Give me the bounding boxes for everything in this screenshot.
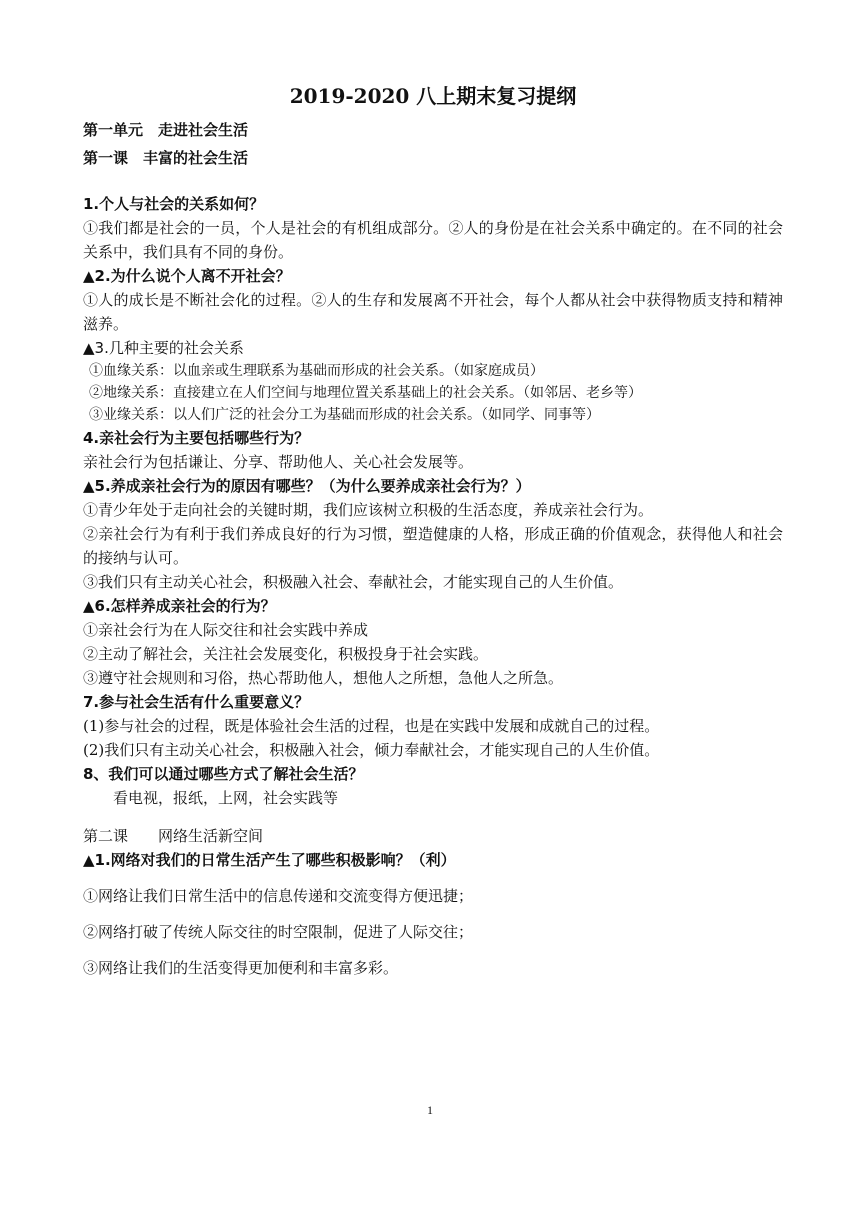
question-2: ▲2.为什么说个人离不开社会？ — [83, 267, 291, 285]
question-5: ▲5.养成亲社会行为的原因有哪些？（为什么要养成亲社会行为？） — [83, 477, 531, 495]
answer-4: 亲社会行为包括谦让、分享、帮助他人、关心社会发展等。 — [83, 453, 474, 471]
page-number: 1 — [427, 1103, 433, 1117]
answer-item: ①亲社会行为在人际交往和社会实践中养成 — [83, 621, 369, 639]
answer-item: ②网络打破了传统人际交往的时空限制，促进了人际交往； — [83, 923, 474, 941]
answer-item: ②亲社会行为有利于我们养成良好的行为习惯，塑造健康的人格，形成正确的价值观念，获得他人和社会的接纳与认可。 — [83, 525, 783, 567]
answer-item: ②主动了解社会，关注社会发展变化，积极投身于社会实践。 — [83, 645, 489, 663]
answer-item: (1)参与社会的过程，既是体验社会生活的过程，也是在实践中发展和成就自己的过程。 — [83, 717, 660, 735]
answer-8: 看电视，报纸，上网，社会实践等 — [113, 789, 339, 807]
question-6: ▲6.怎样养成亲社会的行为？ — [83, 597, 276, 615]
lesson2-question-1: ▲1.网络对我们的日常生活产生了哪些积极影响？（利） — [83, 851, 456, 869]
question-1: 1.个人与社会的关系如何？ — [83, 195, 265, 213]
question-7: 7.参与社会生活有什么重要意义？ — [83, 693, 310, 711]
relation-item: ③业缘关系：以人们广泛的社会分工为基础而形成的社会关系。（如同学、同事等） — [89, 407, 600, 423]
lesson-heading-2: 第二课 网络生活新空间 — [83, 827, 264, 845]
relation-item: ②地缘关系：直接建立在人们空间与地理位置关系基础上的社会关系。（如邻居、老乡等） — [89, 385, 642, 401]
unit-heading: 第一单元 走进社会生活 — [83, 121, 249, 139]
answer-item: ③我们只有主动关心社会，积极融入社会、奉献社会，才能实现自己的人生价值。 — [83, 573, 624, 591]
answer-item: ①网络让我们日常生活中的信息传递和交流变得方便迅捷； — [83, 887, 474, 905]
document-title: 2019-2020 八上期末复习提纲 — [289, 84, 577, 108]
spacer — [83, 172, 783, 192]
lesson-heading: 第一课 丰富的社会生活 — [83, 149, 249, 167]
answer-1: ①我们都是社会的一员，个人是社会的有机组成部分。②人的身份是在社会关系中确定的。在不同的社会关系中，我们具有不同的身份。 — [83, 219, 783, 261]
answer-item: ③遵守社会规则和习俗，热心帮助他人，想他人之所想，急他人之所急。 — [83, 669, 564, 687]
question-3: ▲3.几种主要的社会关系 — [83, 339, 244, 357]
document-page — [83, 80, 783, 980]
relation-item: ①血缘关系：以血亲或生理联系为基础而形成的社会关系。（如家庭成员） — [89, 363, 544, 379]
answer-item: (2)我们只有主动关心社会，积极融入社会，倾力奉献社会，才能实现自己的人生价值。 — [83, 741, 660, 759]
question-4: 4.亲社会行为主要包括哪些行为？ — [83, 429, 310, 447]
answer-item: ①青少年处于走向社会的关键时期，我们应该树立积极的生活态度，养成亲社会行为。 — [83, 501, 654, 519]
answer-item: ③网络让我们的生活变得更加便利和丰富多彩。 — [83, 959, 399, 977]
question-8: 8、我们可以通过哪些方式了解社会生活？ — [83, 765, 364, 783]
answer-2: ①人的成长是不断社会化的过程。②人的生存和发展离不开社会，每个人都从社会中获得物质支持和精神滋养。 — [83, 291, 783, 333]
